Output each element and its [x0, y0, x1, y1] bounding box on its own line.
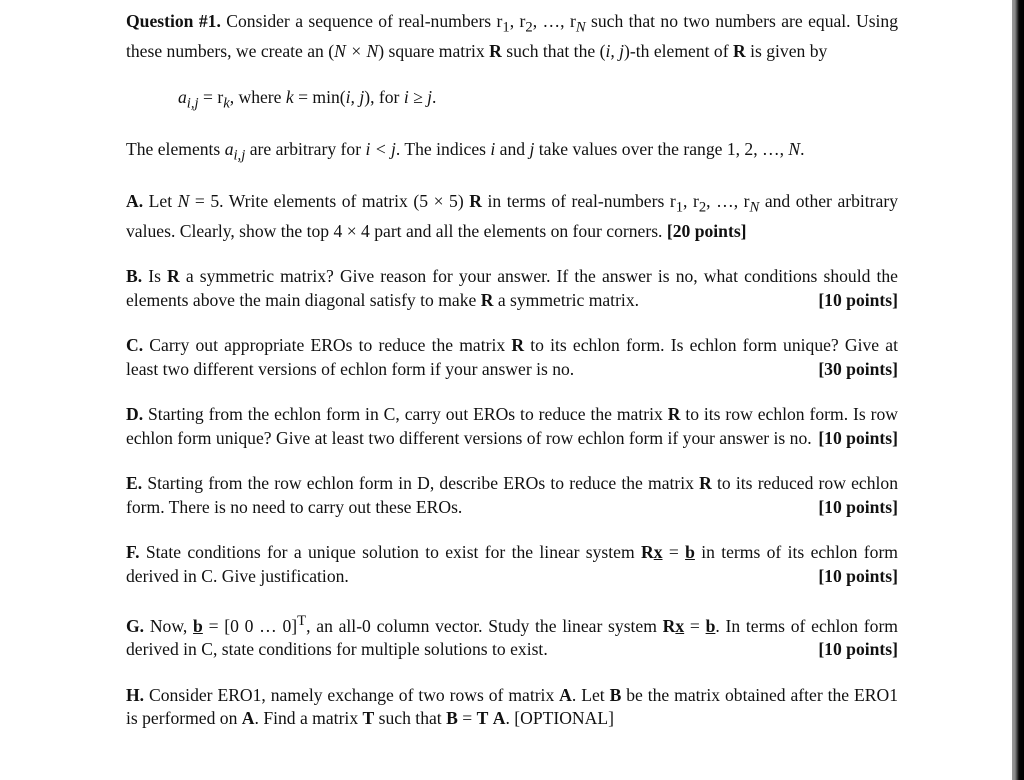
intro-text: ) square matrix — [378, 41, 490, 62]
matrix-symbol: T — [476, 708, 489, 729]
text: = — [457, 708, 477, 729]
intro-text: , …, r — [532, 11, 576, 31]
part-h — [126, 684, 898, 731]
text: take values over the range 1, 2, …, — [534, 138, 789, 159]
part-label: E. — [126, 473, 143, 494]
intro-text: such that the ( — [501, 41, 606, 62]
points-badge: [10 points] — [818, 496, 898, 517]
part-b — [126, 265, 898, 312]
text: Consider ERO1, namely exchange of two rows of matrix — [144, 684, 560, 705]
part-label: H. — [126, 684, 145, 705]
matrix-symbol: B — [446, 708, 458, 729]
window-edge — [1012, 0, 1024, 780]
points-badge: [10 points] — [818, 565, 898, 586]
math: i, j — [345, 86, 365, 107]
matrix-symbol: R — [662, 615, 676, 636]
text: The elements — [126, 138, 225, 159]
intro-text: , r — [509, 11, 526, 31]
part-c — [126, 334, 898, 381]
vector-symbol: x — [675, 615, 685, 636]
text: . Let — [571, 684, 610, 705]
text: a symmetric matrix. — [493, 289, 640, 310]
text: Now, — [144, 615, 194, 636]
text: in terms of real-numbers r — [481, 190, 676, 211]
sub: i,j — [233, 147, 246, 164]
text: ), for — [364, 86, 404, 107]
matrix-symbol: R — [511, 335, 525, 356]
intro-text: is given by — [745, 41, 828, 62]
math: = r — [198, 86, 224, 107]
sub: N — [749, 199, 760, 216]
text: to its row echlon form. Is row echlon form unique? Give at least two different versions of row echlon form if your answer is no. — [126, 404, 898, 448]
part-a — [126, 190, 898, 244]
matrix-symbol: T — [362, 708, 375, 729]
matrix-symbol: R — [699, 473, 712, 494]
sub: k — [223, 95, 230, 112]
points-badge: [10 points] — [818, 289, 898, 310]
part-g — [126, 610, 898, 662]
text: , …, r — [706, 190, 750, 211]
matrix-symbol: R — [667, 404, 681, 425]
intro-text: such that no two numbers are equal. Using these numbers, we create an ( — [126, 11, 899, 62]
math: i < j — [365, 138, 396, 159]
text: . — [432, 86, 437, 107]
math: a — [178, 86, 187, 107]
question-content — [126, 10, 898, 731]
sup: T — [297, 613, 307, 630]
question-intro — [126, 10, 898, 64]
math: j — [529, 138, 535, 159]
math: N — [788, 138, 801, 159]
text: . [OPTIONAL] — [505, 708, 614, 729]
part-label: A. — [126, 190, 144, 211]
matrix-symbol: A — [241, 708, 255, 729]
points-badge: [20 points] — [666, 220, 747, 241]
part-label: D. — [126, 404, 144, 425]
part-label: F. — [126, 542, 140, 563]
part-e — [126, 472, 898, 519]
part-label: G. — [126, 615, 145, 636]
text: = — [684, 615, 706, 636]
sub: 1 — [675, 199, 684, 216]
intro-text: )-th element of — [624, 41, 733, 62]
vector-symbol: b — [193, 615, 203, 636]
vector-symbol: b — [685, 542, 695, 563]
text: in terms of its echlon form derived in C. Give justification. — [126, 542, 898, 586]
text: = min( — [293, 86, 346, 107]
vector-symbol: b — [705, 615, 716, 636]
matrix-symbol: R — [489, 41, 502, 62]
matrix-symbol: R — [641, 542, 654, 563]
text: . The indices — [395, 138, 491, 159]
points-badge: [30 points] — [818, 358, 898, 379]
text: be the matrix obtained after the ERO1 is performed on — [126, 684, 898, 729]
math: i, j — [605, 41, 625, 62]
sub: i,j — [186, 95, 199, 112]
matrix-symbol: R — [167, 266, 180, 287]
intro-text: Consider a sequence of real-numbers r — [226, 11, 503, 31]
part-f — [126, 541, 898, 588]
part-label: C. — [126, 335, 144, 356]
text: such that — [374, 708, 447, 729]
matrix-symbol: R — [469, 190, 482, 211]
arbitrary-elements-note — [126, 138, 898, 168]
matrix-symbol: A — [559, 684, 572, 705]
matrix-symbol: A — [492, 708, 506, 729]
text: Starting from the row echlon form in D, describe EROs to reduce the matrix — [142, 473, 700, 494]
text: = [0 0 … 0] — [202, 615, 298, 636]
sub: N — [575, 19, 586, 36]
sub: 1 — [502, 19, 510, 36]
text: to its echlon form. Is echlon form unique? Give at least two different versions of echlon form if your answer is no. — [126, 335, 898, 379]
text: State conditions for a unique solution to exist for the linear system — [139, 542, 641, 563]
text: Let — [143, 190, 178, 211]
text: = — [662, 542, 686, 563]
text: Is — [142, 266, 168, 287]
matrix-symbol: R — [732, 41, 746, 62]
math: N × N — [334, 41, 379, 62]
text: = 5. Write elements of matrix (5 × 5) — [189, 190, 470, 211]
text: Carry out appropriate EROs to reduce the matrix — [143, 335, 512, 356]
part-label: B. — [126, 266, 143, 287]
question-heading: Question #1. — [126, 11, 221, 31]
text: and — [495, 138, 530, 159]
matrix-symbol: R — [480, 289, 494, 310]
definition-formula — [178, 86, 898, 116]
text: , r — [683, 190, 699, 211]
text: to its reduced row echlon form. There is no need to carry out these EROs. — [126, 473, 898, 517]
text: Starting from the echlon form in C, carry out EROs to reduce the matrix — [143, 404, 668, 425]
text: . Find a matrix — [254, 708, 363, 729]
math: N — [177, 190, 190, 211]
text: , an all-0 column vector. Study the linear system — [306, 615, 663, 636]
points-badge: [10 points] — [818, 639, 898, 660]
sub: 2 — [698, 199, 707, 216]
math: a — [224, 138, 234, 159]
sub: 2 — [525, 19, 533, 36]
math: k — [285, 86, 294, 107]
matrix-symbol: B — [609, 684, 622, 705]
text: and other arbitrary values. Clearly, show the top 4 × 4 part and all the elements on four corners. — [126, 190, 899, 241]
math: i ≥ j — [403, 86, 433, 107]
vector-symbol: x — [653, 542, 663, 563]
text: , where — [229, 86, 286, 107]
math: i — [490, 138, 496, 159]
text: . In terms of echlon form derived in C, state conditions for multiple solutions to exist. — [126, 615, 898, 660]
text: . — [800, 138, 805, 159]
text: are arbitrary for — [245, 138, 366, 159]
points-badge: [10 points] — [818, 427, 898, 448]
part-d — [126, 403, 898, 450]
text: a symmetric matrix? Give reason for your answer. If the answer is no, what conditions should the elements above the main diagonal satisfy to make — [126, 266, 898, 310]
